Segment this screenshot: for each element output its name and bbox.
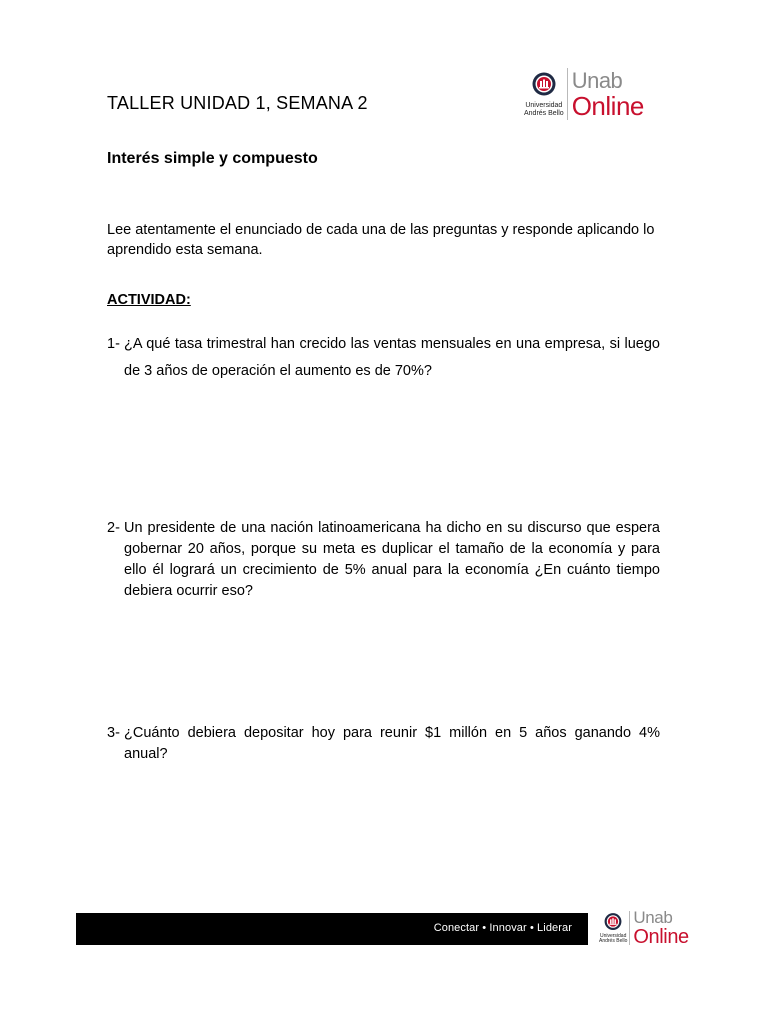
question-text: Un presidente de una nación latinoamericana ha dicho en su discurso que espera gobernar 20 años, porque su meta es duplicar el tamaño de la economía y para ello él logrará un crecimiento de 5% anual para la economía ¿En cuánto tiempo debiera ocurrir eso? (124, 520, 660, 599)
question-item (107, 331, 660, 385)
footer-logo (599, 909, 691, 947)
university-name: Universidad Andrés Bello (524, 102, 564, 117)
footer-tagline: Conectar • Innovar • Liderar (433, 922, 572, 934)
section-subtitle: Interés simple y compuesto (107, 150, 318, 167)
brand-wordmark: Unab Online (571, 68, 644, 121)
question-text: ¿A qué tasa trimestral han crecido las ventas mensuales en una empresa, si luego de 3 años de operación el aumento es de 70%? (124, 336, 660, 379)
university-seal (599, 912, 627, 945)
logo-divider (629, 911, 630, 945)
seal-icon (603, 912, 623, 934)
seal-icon (531, 71, 557, 101)
question-number: 1- (107, 336, 120, 352)
question-item (107, 723, 660, 765)
question-number: 2- (107, 520, 120, 536)
footer-bar (76, 913, 588, 945)
unab-online-logo (524, 66, 644, 122)
question-text: ¿Cuánto debiera depositar hoy para reunir $1 millón en 5 años ganando 4% anual? (124, 725, 660, 762)
university-name: Universidad Andrés Bello (599, 932, 628, 944)
brand-wordmark: Unab Online (633, 909, 689, 947)
question-item (107, 518, 660, 602)
logo-divider (567, 68, 568, 120)
activity-heading: ACTIVIDAD: (107, 292, 191, 308)
instructions-paragraph: Lee atentamente el enunciado de cada una de las preguntas y responde aplicando lo aprendido esta semana. (107, 222, 655, 258)
question-number: 3- (107, 725, 120, 741)
page-title: TALLER UNIDAD 1, SEMANA 2 (107, 93, 368, 113)
university-seal (524, 71, 564, 117)
